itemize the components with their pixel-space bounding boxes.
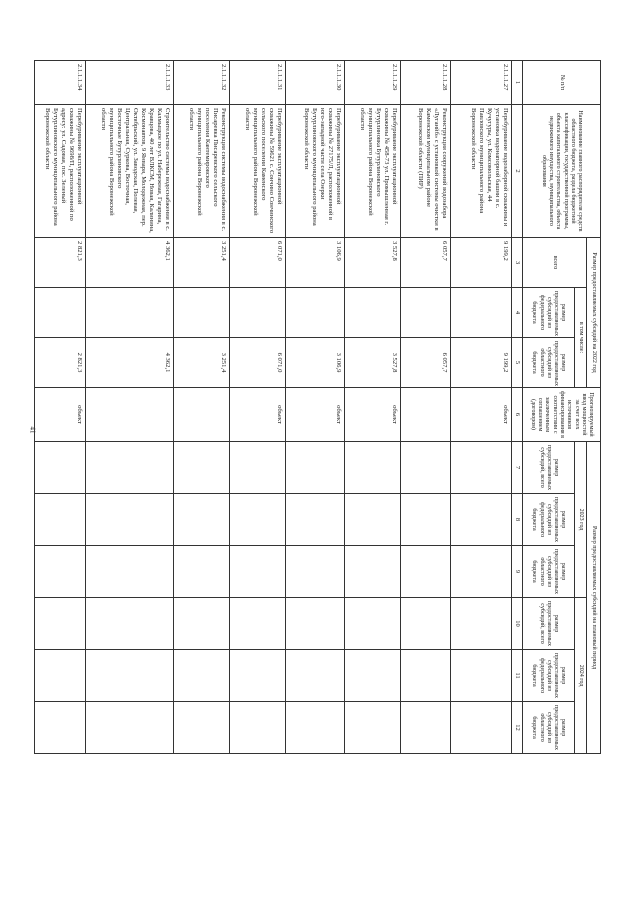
row-empty — [85, 650, 173, 702]
row-fed — [286, 288, 345, 338]
column-number: 12 — [511, 702, 522, 754]
row-name: Реконструкция сооружений водозабора «Луганйб» с установкой системы очистки в Каменском муниципальном районе Воронежской области (ПИР) — [401, 105, 451, 238]
row-empty — [85, 598, 173, 650]
row-total: 4 362,1 — [85, 238, 173, 288]
table-row — [286, 61, 345, 902]
row-empty — [85, 442, 173, 494]
row-empty — [450, 442, 511, 494]
row-name: Перебуривание эксплуатационной скважины № 9698/П, расположенной по адресу: ул. Садовая, пос. Зеленый Бутурлиновского муниципального района Воронежской области — [35, 105, 86, 238]
table-row — [85, 61, 173, 902]
row-empty — [401, 494, 451, 546]
row-empty — [286, 546, 345, 598]
table-row — [35, 61, 86, 902]
row-empty — [401, 650, 451, 702]
row-total: 2 821,3 — [35, 238, 86, 288]
table-body — [35, 61, 512, 902]
header-total-2023: размер предоставляемых субсидий, всего — [522, 442, 574, 494]
row-reg: 9 199,2 — [450, 338, 511, 388]
row-number: 2.1.1.1.34 — [35, 61, 86, 105]
row-empty — [450, 494, 511, 546]
header-fed-2023: размер предоставляемых субсидий из федерального бюджета — [522, 494, 574, 546]
row-number: 2.1.1.1.33 — [85, 61, 173, 105]
row-fed — [85, 288, 173, 338]
row-name: Строительство системы водоснабжения в с. Калмыцкое по ул. Набережная, Гагарина, Кравцова, 40 лет ВЛКСМ, Новая, Калинина, Космонавтов, 9 Января, Молодежная, пер. Октябрьский, ул. Заводская, Полевая, Центральная, Суркова, Восточная, Восточные Бутурлиновского муниципального района Воронежской области — [85, 105, 173, 238]
row-empty — [173, 650, 229, 702]
column-number: 5 — [511, 338, 522, 388]
page-number: 41 — [28, 426, 37, 434]
column-number: 8 — [511, 494, 522, 546]
row-empty — [345, 546, 401, 598]
row-empty — [85, 702, 173, 754]
column-number-row — [511, 61, 522, 902]
row-name: Перебуривание эксплуатационной скважины № 27175/Л, расположенной в юго-западной части села Озерки Бутурлиновского муниципального района Воронежской области — [286, 105, 345, 238]
row-empty — [286, 494, 345, 546]
row-empty — [173, 598, 229, 650]
row-empty — [286, 702, 345, 754]
row-fed — [230, 288, 286, 338]
row-empty — [85, 546, 173, 598]
row-total: 3 527,8 — [345, 238, 401, 288]
row-fed — [173, 288, 229, 338]
row-capacity — [85, 388, 173, 442]
row-empty — [230, 494, 286, 546]
column-number: 11 — [511, 650, 522, 702]
table-row — [230, 61, 286, 902]
row-empty — [450, 650, 511, 702]
header-fed-2024: размер предоставляемых субсидий из федерального бюджета — [522, 650, 574, 702]
row-empty — [173, 546, 229, 598]
row-empty — [401, 702, 451, 754]
row-reg: 6 071,0 — [230, 338, 286, 388]
row-empty — [35, 442, 86, 494]
row-capacity: объект — [286, 388, 345, 442]
column-number: 3 — [511, 238, 522, 288]
header-reg-2024: размер предоставляемых субсидий из областного бюджета — [522, 702, 574, 754]
row-empty — [345, 702, 401, 754]
row-number: 2.1.1.1.32 — [173, 61, 229, 105]
row-empty — [450, 702, 511, 754]
row-empty — [345, 442, 401, 494]
header-2023: 2023 год — [574, 442, 586, 598]
column-number: 10 — [511, 598, 522, 650]
row-name: Перебуривание водозаборной скважины и установка водонапорной башни в с. Кучугуры, ул. Комсомольская, 44 Павловского муниципального района Воронежской области — [450, 105, 511, 238]
row-reg: 3 106,9 — [286, 338, 345, 388]
row-empty — [230, 702, 286, 754]
header-reg-2023: размер предоставляемых субсидий из областного бюджета — [522, 546, 574, 598]
row-empty — [450, 546, 511, 598]
header-planning: Размер предоставляемых субсидий на плановый период — [587, 442, 601, 754]
table-header — [511, 61, 600, 902]
row-empty — [35, 650, 86, 702]
header-fed-2022: размер предоставляемых субсидий из федерального бюджета — [522, 288, 574, 338]
row-empty — [35, 546, 86, 598]
row-total: 6 057,7 — [401, 238, 451, 288]
row-capacity — [401, 388, 451, 442]
header-no: № п/п — [522, 61, 600, 105]
row-number: 2.1.1.1.29 — [345, 61, 401, 105]
row-total: 3 106,9 — [286, 238, 345, 288]
row-reg: 6 057,7 — [401, 338, 451, 388]
row-empty — [345, 650, 401, 702]
table-row — [450, 61, 511, 902]
row-reg: 3 251,4 — [173, 338, 229, 388]
row-empty — [173, 702, 229, 754]
row-empty — [35, 494, 86, 546]
table-row — [345, 61, 401, 902]
row-empty — [35, 702, 86, 754]
row-number: 2.1.1.1.31 — [230, 61, 286, 105]
header-subsidy-2022: Размер предоставляемых субсидий на 2022 год — [587, 238, 601, 388]
row-empty — [401, 598, 451, 650]
row-name: Реконструкция системы водоснабжения в с. Писаревка Писаревского сельского поселения Кантемировского муниципального района Воронежской области — [173, 105, 229, 238]
row-empty — [401, 442, 451, 494]
table-row — [401, 61, 451, 902]
row-empty — [450, 598, 511, 650]
row-empty — [230, 442, 286, 494]
row-capacity — [173, 388, 229, 442]
row-total: 9 199,2 — [450, 238, 511, 288]
row-empty — [345, 598, 401, 650]
row-fed — [35, 288, 86, 338]
row-empty — [230, 598, 286, 650]
row-empty — [401, 546, 451, 598]
subsidy-table — [34, 60, 601, 901]
row-capacity: объект — [450, 388, 511, 442]
column-number: 6 — [511, 388, 522, 442]
row-name: Перебуривание эксплуатационной скважины № 458-73 ул. Промышленная г. Бутурлиновка Бутурлиновского муниципального района Воронежской области — [345, 105, 401, 238]
row-name: Перебуривание эксплуатационной скважины № 59621 с. Сончино Сончинского сельского поселения Каменского муниципального района Воронежской области — [230, 105, 286, 238]
row-total: 3 251,4 — [173, 238, 229, 288]
row-empty — [230, 650, 286, 702]
column-number: 2 — [511, 105, 522, 238]
row-reg: 3 527,8 — [345, 338, 401, 388]
row-total: 6 071,0 — [230, 238, 286, 288]
row-empty — [173, 494, 229, 546]
column-number: 7 — [511, 442, 522, 494]
row-empty — [345, 494, 401, 546]
row-fed — [450, 288, 511, 338]
row-reg: 4 362,1 — [85, 338, 173, 388]
row-capacity: объект — [345, 388, 401, 442]
row-empty — [230, 546, 286, 598]
rotated-table-page — [34, 60, 601, 901]
header-incl: в том числе: — [574, 288, 586, 388]
table-row — [173, 61, 229, 902]
row-fed — [345, 288, 401, 338]
header-total-2024: размер предоставляемых субсидий, всего — [522, 598, 574, 650]
row-fed — [401, 288, 451, 338]
row-empty — [286, 650, 345, 702]
row-capacity: объект — [230, 388, 286, 442]
row-number: 2.1.1.1.28 — [401, 61, 451, 105]
row-number: 2.1.1.1.27 — [450, 61, 511, 105]
row-number: 2.1.1.1.30 — [286, 61, 345, 105]
column-number: 4 — [511, 288, 522, 338]
row-empty — [35, 598, 86, 650]
row-empty — [173, 442, 229, 494]
row-capacity: объект — [35, 388, 86, 442]
header-2024: 2024 год — [574, 598, 586, 754]
row-reg: 2 821,3 — [35, 338, 86, 388]
row-empty — [286, 442, 345, 494]
header-reg-2022: размер предоставляемых субсидий из областного бюджета — [522, 338, 574, 388]
header-capacity: Прогнозируемый ввод мощностей за счет всех источников финансирования в соответствии с заключенным соглашением (договором) — [522, 388, 600, 442]
header-name: Наименование главного распорядителя средств областного бюджета, раздела бюджетной классификации, государственной программы, объекта капитального строительства, объекта недвижимого имущества, муниципального образования — [522, 105, 600, 238]
column-number: 9 — [511, 546, 522, 598]
row-empty — [286, 598, 345, 650]
column-number: 1 — [511, 61, 522, 105]
header-total: всего — [522, 238, 586, 288]
row-empty — [85, 494, 173, 546]
